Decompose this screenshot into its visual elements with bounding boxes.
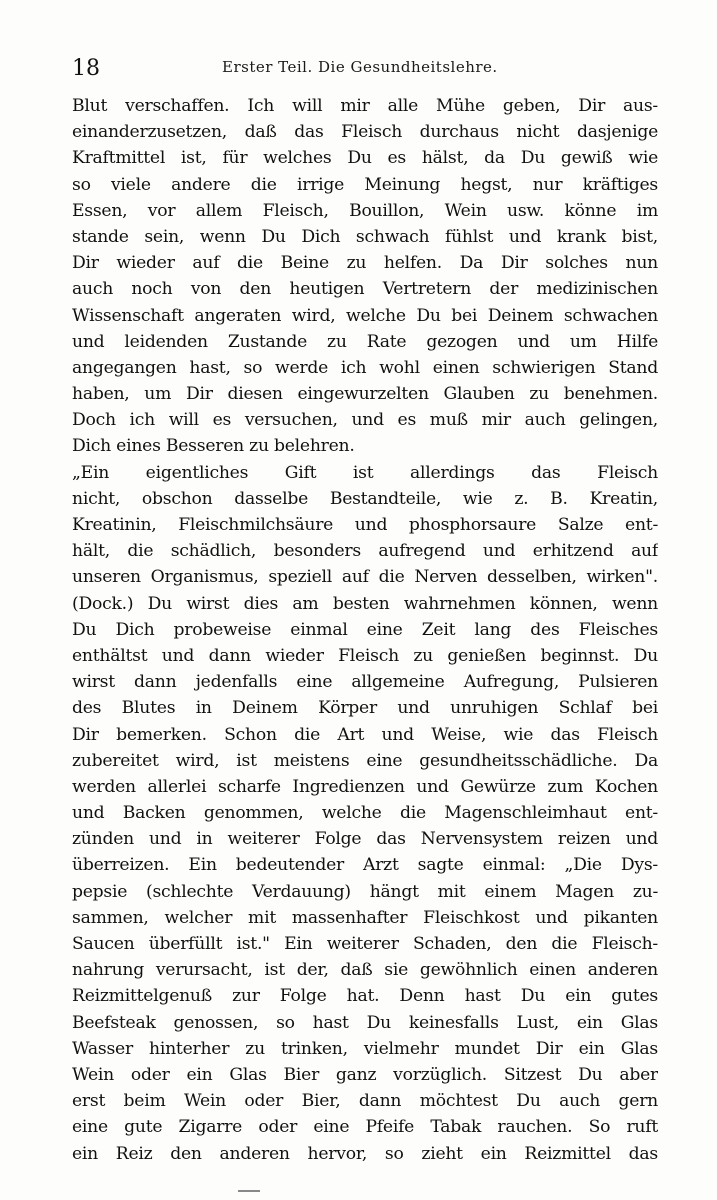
text-line: Beefsteak genossen, so hast Du keinesfalls Lust, ein Glas [72, 1012, 658, 1033]
text-line: Wein oder ein Glas Bier ganz vorzüglich. Sitzest Du aber [72, 1064, 658, 1085]
text-line: einanderzusetzen, daß das Fleisch durchaus nicht dasjenige [72, 122, 658, 143]
text-line: sammen, welcher mit massenhafter Fleischkost und pikanten [72, 907, 658, 928]
body-text [72, 93, 658, 1167]
text-line: eine gute Zigarre oder eine Pfeife Tabak rauchen. So ruft [72, 1117, 658, 1138]
text-line: Dir wieder auf die Beine zu helfen. Da Dir solches nun [72, 253, 658, 274]
text-line: unseren Organismus, speziell auf die Nerven desselben, wirken". [72, 567, 658, 588]
text-line: nahrung verursacht, ist der, daß sie gewöhnlich einen anderen [72, 960, 658, 981]
text-line: hält, die schädlich, besonders aufregend und erhitzend auf [72, 541, 658, 562]
text-line: „Ein eigentliches Gift ist allerdings das Fleisch [72, 462, 658, 483]
text-line: des Blutes in Deinem Körper und unruhigen Schlaf bei [72, 698, 658, 719]
text-line: enthältst und dann wieder Fleisch zu genießen beginnst. Du [72, 645, 658, 666]
running-head: Erster Teil. Die Gesundheitslehre. [222, 58, 498, 76]
text-line: Blut verschaffen. Ich will mir alle Mühe geben, Dir aus- [72, 96, 658, 116]
page-number: 18 [72, 56, 100, 81]
text-line: ein Reiz den anderen hervor, so zieht ein Reizmittel das [72, 1143, 658, 1164]
text-line: Dich eines Besseren zu belehren. [72, 436, 355, 457]
text-line: Essen, vor allem Fleisch, Bouillon, Wein usw. könne im [72, 200, 658, 221]
text-line: Doch ich will es versuchen, und es muß mir auch gelingen, [72, 410, 658, 431]
text-line: wirst dann jedenfalls eine allgemeine Aufregung, Pulsieren [72, 672, 658, 693]
text-line: Kreatinin, Fleischmilchsäure und phosphorsaure Salze ent- [72, 515, 658, 535]
text-line: erst beim Wein oder Bier, dann möchtest Du auch gern [72, 1091, 658, 1112]
text-line: und leidenden Zustande zu Rate gezogen und um Hilfe [72, 331, 658, 352]
text-line: Reizmittelgenuß zur Folge hat. Denn hast Du ein gutes [72, 986, 658, 1007]
text-line: (Dock.) Du wirst dies am besten wahrnehmen können, wenn [72, 593, 658, 614]
text-line: pepsie (schlechte Verdauung) hängt mit einem Magen zu- [72, 881, 658, 902]
text-line: auch noch von den heutigen Vertretern der medizinischen [72, 279, 658, 300]
text-line: so viele andere die irrige Meinung hegst, nur kräftiges [72, 174, 658, 195]
text-line: Wissenschaft angeraten wird, welche Du bei Deinem schwachen [72, 305, 658, 326]
text-line: Wasser hinterher zu trinken, vielmehr mundet Dir ein Glas [72, 1038, 658, 1059]
text-line: haben, um Dir diesen eingewurzelten Glauben zu benehmen. [72, 384, 658, 405]
text-line: angegangen hast, so werde ich wohl einen schwierigen Stand [72, 357, 658, 378]
text-line: Du Dich probeweise einmal eine Zeit lang des Fleisches [72, 619, 658, 640]
text-line: zünden und in weiterer Folge das Nervensystem reizen und [72, 829, 658, 850]
text-line: und Backen genommen, welche die Magenschleimhaut ent- [72, 803, 658, 824]
text-line: zubereitet wird, ist meistens eine gesundheitsschädliche. Da [72, 750, 658, 771]
text-line: nicht, obschon dasselbe Bestandteile, wie z. B. Kreatin, [72, 488, 658, 509]
text-line: Kraftmittel ist, für welches Du es hälst, da Du gewiß wie [72, 148, 658, 169]
text-line: Dir bemerken. Schon die Art und Weise, wie das Fleisch [72, 724, 658, 745]
text-line: stande sein, wenn Du Dich schwach fühlst und krank bist, [72, 226, 658, 247]
text-line: Saucen überfüllt ist." Ein weiterer Schaden, den die Fleisch- [72, 934, 658, 954]
text-line: überreizen. Ein bedeutender Arzt sagte einmal: „Die Dys- [72, 855, 658, 876]
text-line: werden allerlei scharfe Ingredienzen und Gewürze zum Kochen [72, 776, 658, 797]
page-header [72, 50, 657, 88]
page-edge-mark [238, 1190, 260, 1192]
